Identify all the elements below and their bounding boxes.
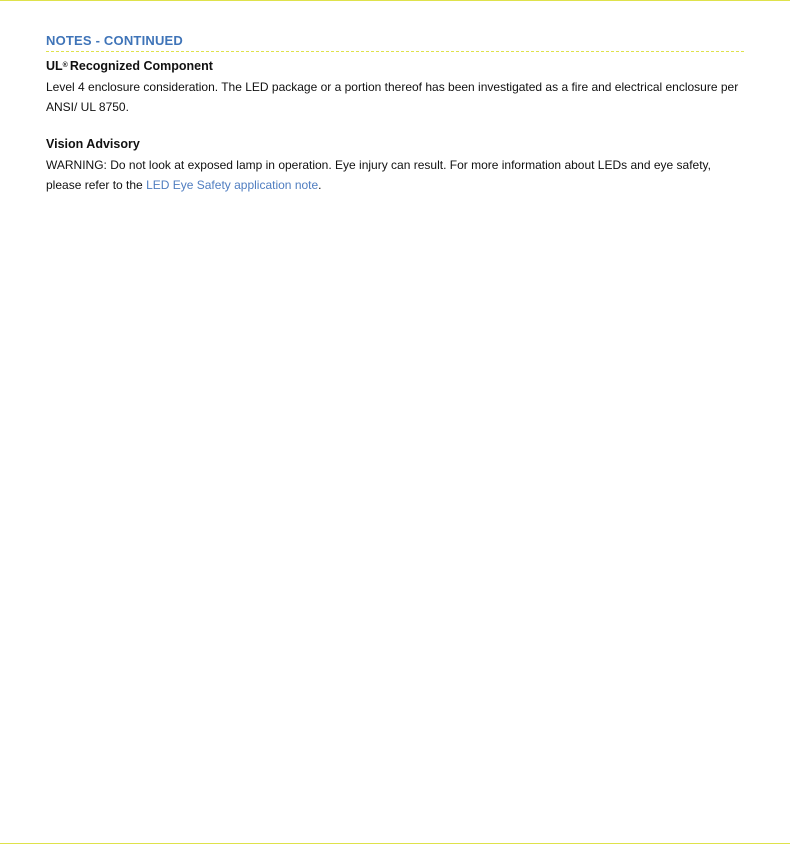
note-vision-advisory	[46, 136, 744, 195]
note-title-prefix: UL	[46, 59, 63, 73]
note-ul-recognized	[46, 58, 744, 117]
notes-section	[46, 33, 744, 195]
registered-mark: ®	[62, 62, 68, 69]
warning-text: WARNING: Do not look at exposed lamp in operation. Eye injury can result. For more information about LEDs and eye safety, please refer to the	[46, 158, 711, 192]
note-title-rest: Recognized Component	[69, 59, 213, 73]
note-title: Vision Advisory	[46, 137, 140, 151]
note-body	[46, 156, 744, 195]
led-eye-safety-link[interactable]: LED Eye Safety application note	[146, 177, 319, 192]
note-title	[46, 58, 744, 75]
warning-text-end: .	[318, 177, 322, 192]
section-heading: NOTES - CONTINUED	[46, 33, 744, 52]
page-top-rule	[0, 0, 790, 1]
note-body: Level 4 enclosure consideration. The LED package or a portion thereof has been investigated as a fire and electrical enclosure per ANSI/ UL 8750.	[46, 80, 739, 114]
page-bottom-rule	[0, 843, 790, 844]
